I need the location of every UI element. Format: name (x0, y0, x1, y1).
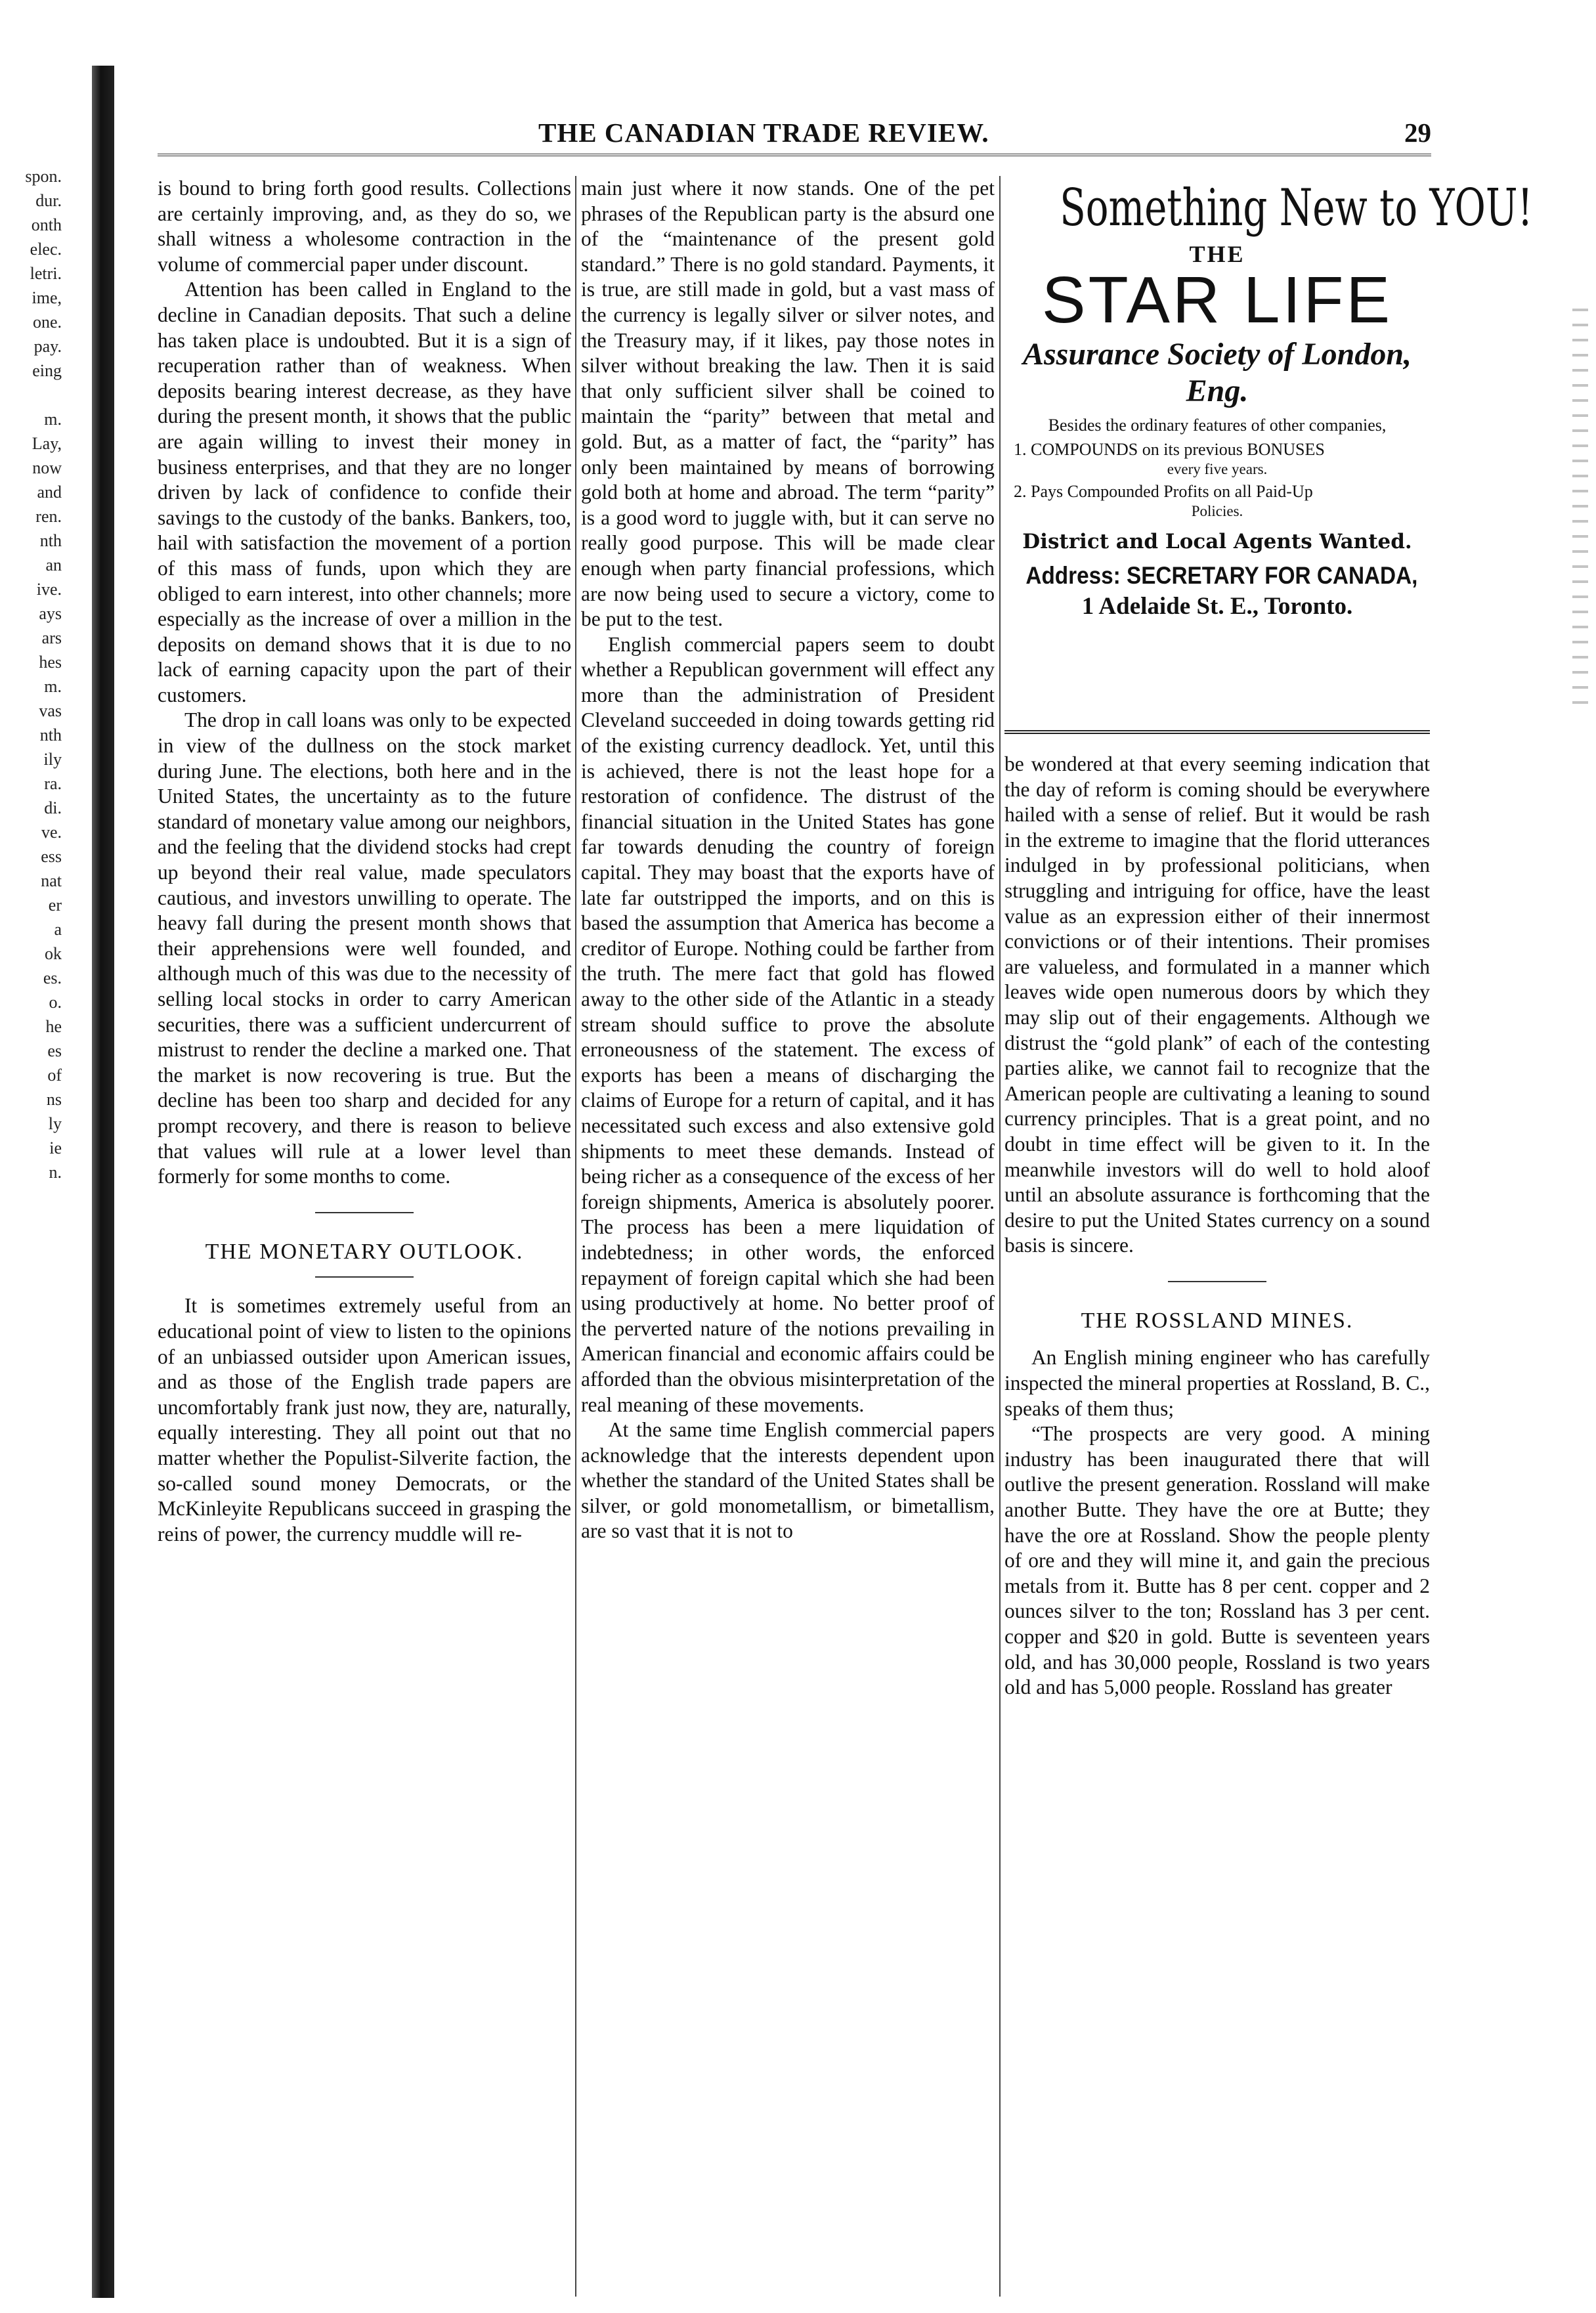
star-life-advertisement (1004, 176, 1533, 741)
paragraph: “The prospects are very good. A mining industry has been inaugurated there that will outlive the present generation. Rossland will make another Butte. They have the ore at Butte; they have the ore at Rossland. Show the people plenty of ore and they will mine it, and gain the precious metals from it. Butte has 8 per cent. copper and 2 ounces silver to the ton; Rossland has 3 per cent. copper and $20 in gold. Butte is seventeen years old, and has 30,000 people, Rossland is two years old and has 5,000 people. Rossland has greater (1004, 1422, 1430, 1699)
margin-fragment: ays (39, 604, 62, 623)
paragraph: English commercial papers seem to doubt whether a Republican government will effect any more than the administration of President Cleveland succeeded in doing towards getting rid of the existing currency deadlock. Yet, until this is achieved, there is not the least hope for a restoration of confidence. The distrust of the financial situation in the United States has gone far towards denuding the country of foreign capital. They may boast that the exports have of late far outstripped the imports, and on this is based the assumption that America has become a creditor of Europe. Nothing could be farther from the truth. The mere fact that gold has flowed away to the other side of the Atlantic in a steady stream should suffice to prove the absolute erroneousness of the statement. The excess of exports has been a means of discharging the claims of Europe for a return of capital, and it has necessitated such excess and also extensive gold shipments to meet these demands. Instead of being richer as a consequence of the excess of her foreign shipments, America is absolutely poorer. The process has been a mere liquidation of indebtedness; in other words, the enforced repayment of foreign capital which she had been using productively at home. No better proof of the perverted nature of the notions prevailing in American financial and economic affairs could be afforded than the obvious misinterpretation of the real meaning of these movements. (581, 632, 995, 1416)
section-separator (315, 1212, 414, 1213)
margin-fragment: es (47, 1041, 62, 1060)
column-divider (575, 176, 576, 2297)
margin-fragment: ily (43, 750, 62, 769)
margin-fragment: elec. (30, 240, 62, 259)
ad-feature-main: 2. Pays Compounded Profits on all Paid-Up (1014, 482, 1313, 501)
margin-fragment: letri. (30, 264, 62, 283)
margin-fragment: ie (49, 1138, 62, 1157)
page-number: 29 (1404, 118, 1431, 148)
ad-agents-wanted: District and Local Agents Wanted. (1022, 530, 1412, 553)
margin-fragment: m. (44, 410, 62, 429)
margin-fragment: ve. (41, 823, 62, 842)
margin-fragment: pay. (33, 337, 62, 356)
paragraph: is bound to bring forth good results. Collections are certainly improving, and, as they do so, we shall witness a wholesome contraction in the volume of commercial paper under discount. (158, 177, 571, 276)
margin-fragment: he (45, 1017, 62, 1036)
margin-fragment: m. (44, 677, 62, 696)
paragraph: Attention has been called in England to the decline in Canadian deposits. That such a deline has taken place is undoubted. But it is a sign of recuperation rather than of weakness. When deposits bearing interest decrease, as they have during the present month, it shows that the public are again willing to invest their money in business enterprises, and that they are no longer driven by lack of confidence to confide their savings to the custody of the banks. Bankers, too, hail with satisfaction the movement of a portion of this mass of funds, upon which they are obliged to earn interest, into other channels; more especially as the increase of over a million in the deposits on demand shows that it is due to no lack of earning capacity upon the part of their customers. (158, 278, 571, 706)
ad-feature-item (1014, 440, 1421, 479)
header-rule (158, 154, 1431, 156)
ad-address: Address: SECRETARY FOR CANADA, (1025, 562, 1418, 589)
margin-fragment: ive. (36, 580, 62, 599)
margin-fragment: n. (49, 1163, 62, 1182)
margin-fragment: er (48, 896, 62, 915)
margin-fragment: nat (41, 871, 62, 890)
ad-company-name: STAR LIFE (1041, 263, 1393, 337)
margin-fragment: nth (39, 531, 62, 550)
paragraph: The drop in call loans was only to be expected in view of the dullness on the stock market during June. The elections, both here and in the United States, the uncertainty as to the future standard of monetary value among our neighbors, and the feeling that the dividend stocks had crept up beyond their real value, made speculators cautious, and investors unwilling to operate. The heavy fall during the present month shows that their apprehensions were well founded, and although much of this was due to the necessity of selling local stocks in order to carry American securities, there was a sufficient undercurrent of mistrust to render the decline a marked one. That the market is now recovering is true. But the decline has been too sharp and decided for any prompt recovery, and there is reason to believe that values will rule at a lower level than formerly for some months to come. (158, 708, 571, 1188)
margin-fragment: ns (46, 1090, 62, 1109)
section-separator (315, 1276, 414, 1278)
margin-fragment: ly (48, 1114, 62, 1133)
ad-headline: Something New to YOU! (1060, 179, 1533, 238)
previous-page-fragments (3, 164, 62, 1209)
margin-fragment: of (47, 1066, 62, 1085)
article-column-1 (158, 176, 571, 2300)
margin-fragment: ars (41, 628, 62, 647)
ad-besides: Besides the ordinary features of other companies, (1048, 416, 1387, 435)
margin-fragment: a (54, 920, 62, 939)
margin-fragment: o. (49, 993, 62, 1012)
paragraph: An English mining engineer who has carefully inspected the mineral properties at Rossland, B. C., speaks of them thus; (1004, 1346, 1430, 1420)
margin-fragment: and (37, 483, 62, 502)
margin-fragment: onth (31, 215, 62, 234)
margin-fragment: now (32, 458, 62, 477)
margin-fragment (3, 383, 62, 407)
margin-fragment: vas (39, 701, 62, 720)
margin-fragment: ess (41, 847, 62, 866)
ad-feature-main: 1. COMPOUNDS on its previous BONUSES (1014, 440, 1325, 459)
ad-society: Assurance Society of London, Eng. (1022, 337, 1412, 408)
paragraph: It is sometimes extremely useful from an educational point of view to listen to the opinions of an unbiassed outsider upon American issues, and as those of the English trade papers are uncomfortably frank just now, they are, naturally, equally interesting. They all point out that no matter whether the Populist-Silverite faction, the so-called sound money Democrats, or the McKinleyite Republicans succeed in grasping the reins of power, the currency muddle will re- (158, 1294, 571, 1546)
ad-feature-item (1014, 482, 1421, 521)
section-heading-rossland-mines: THE ROSSLAND MINES. (1081, 1308, 1354, 1333)
article-column-2 (581, 176, 995, 2300)
margin-fragment: spon. (25, 167, 62, 186)
binding-edge-shadow (92, 66, 114, 2298)
publication-title: THE CANADIAN TRADE REVIEW. (538, 118, 989, 148)
margin-fragment: es. (43, 968, 62, 987)
scan-noise (1572, 309, 1588, 716)
ad-the: THE (1189, 241, 1245, 267)
column-divider (999, 176, 1001, 2297)
margin-fragment: dur. (35, 191, 62, 210)
margin-fragment: ren. (35, 507, 62, 526)
ad-feature-sub: every five years. (1167, 461, 1268, 477)
paragraph: main just where it now stands. One of the pet phrases of the Republican party is the absurd one of the “maintenance of the present gold standard.” There is no gold standard. Payments, it is true, are still made in gold, but a vast mass of the currency is legally silver or silver notes, and the Treasury may, if it likes, pay those notes in silver without breaking the law. Then it is said that only sufficient silver shall be coined to maintain the “parity” between that metal and gold. But, as a matter of fact, the “parity” has only been maintained by means of borrowing gold both at home and abroad. The term “parity” is a good word to juggle with, but it can serve no really good purpose. This will be made clear enough when party financial professions, which are now being used to secure a victory, come to be put to the test. (581, 177, 995, 631)
margin-fragment: an (45, 555, 62, 574)
section-separator (1168, 1281, 1266, 1282)
margin-fragment: hes (39, 653, 62, 672)
advertisement-rule (1004, 730, 1430, 734)
paragraph: At the same time English commercial papers acknowledge that the interests dependent upon whether the standard of the United States shall be silver, or gold monometallism, or bimetallism, are so vast that it is not to (581, 1418, 995, 1543)
ad-street-address: 1 Adelaide St. E., Toronto. (1081, 593, 1353, 620)
margin-fragment: ra. (44, 774, 62, 793)
margin-fragment: one. (32, 313, 62, 332)
margin-fragment: di. (44, 798, 62, 817)
section-heading-monetary-outlook: THE MONETARY OUTLOOK. (205, 1239, 524, 1264)
margin-fragment: eing (32, 361, 62, 380)
margin-fragment: ime, (32, 288, 62, 307)
running-head (158, 112, 1431, 151)
article-column-3 (1004, 752, 1430, 2301)
margin-fragment: Lay, (32, 434, 62, 453)
margin-fragment: ok (45, 944, 62, 963)
ad-feature-sub: Policies. (1191, 503, 1243, 519)
paragraph: be wondered at that every seeming indication that the day of reform is coming should be everywhere hailed with a sense of relief. But it would be rash in the extreme to imagine that the florid utterances indulged in by professional politicians, when struggling and intriguing for office, have the least value as an expression either of their innermost convictions or of their intentions. Their promises are valueless, and formulated in a manner which leaves wide open numerous doors by which they may slip out of their engagements. Although we distrust the “gold plank” of each of the contesting parties alike, we cannot fail to recognize that the American people are cultivating a leaning to sound currency principles. That is a great point, and no doubt in time effect will be given to it. In the meanwhile investors will do well to hold aloof until an absolute assurance is forthcoming that the desire to put the United States currency on a sound basis is sincere. (1004, 752, 1430, 1257)
margin-fragment: nth (39, 725, 62, 745)
margin-fragment (3, 1184, 62, 1209)
